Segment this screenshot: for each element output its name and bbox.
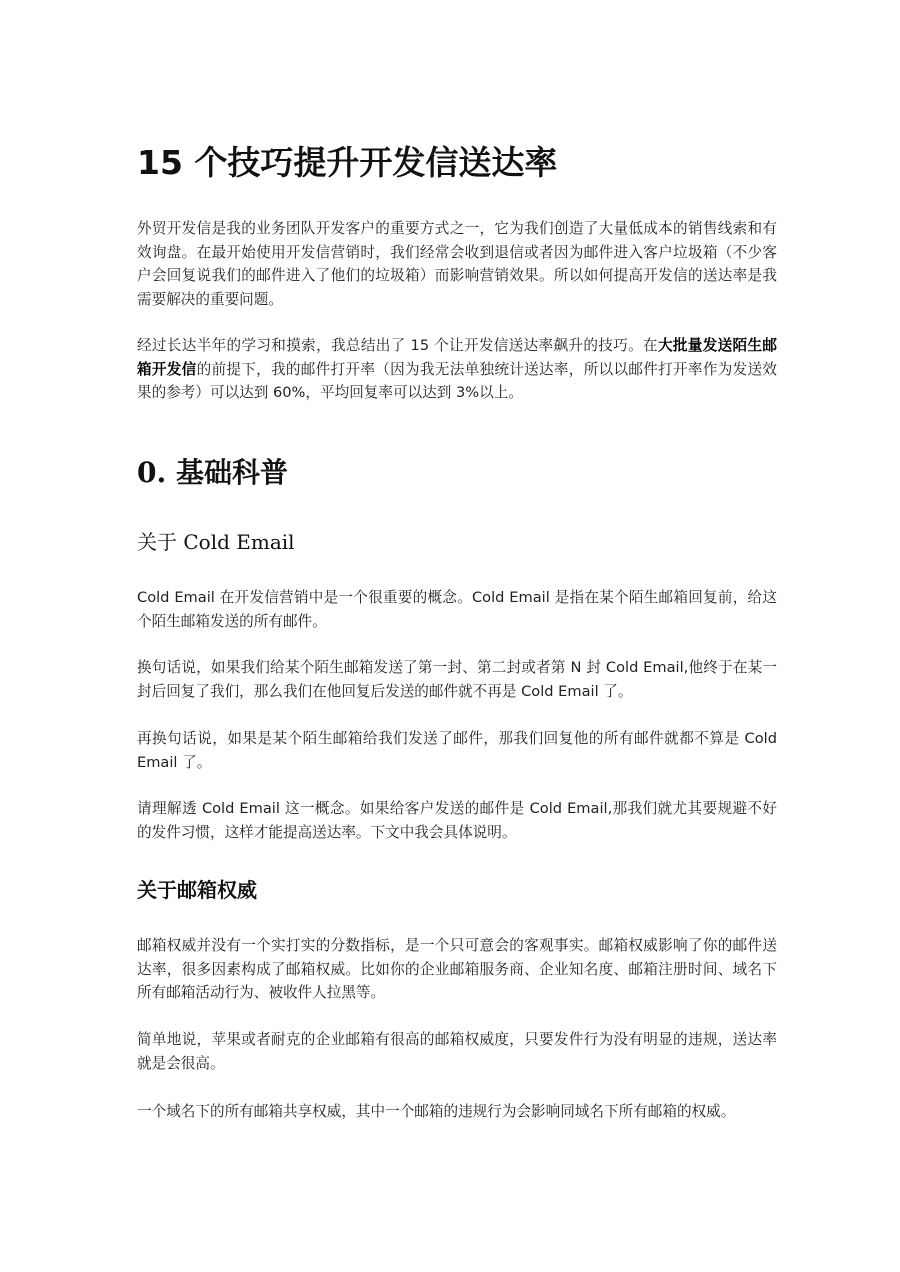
cold-email-paragraph-4: 请理解透 Cold Email 这一概念。如果给客户发送的邮件是 Cold Email,那我们就尤其要规避不好的发件习惯，这样才能提高送达率。下文中我会具体说明。 [137, 800, 777, 841]
intro-paragraph-1: 外贸开发信是我的业务团队开发客户的重要方式之一，它为我们创造了大量低成本的销售线索和有效询盘。在最开始使用开发信营销时，我们经常会收到退信或者因为邮件进入客户垃圾箱（不少客户会回复说我们的邮件进入了他们的垃圾箱）而影响营销效果。所以如何提高开发信的送达率是我需要解决的重要问题。 [137, 220, 777, 308]
cold-email-paragraph-2: 换句话说，如果我们给某个陌生邮箱发送了第一封、第二封或者第 N 封 Cold Email,他终于在某一封后回复了我们，那么我们在他回复后发送的邮件就不再是 Cold Email 了。 [137, 659, 777, 700]
subsection-heading-mailbox-authority: 关于邮箱权威 [137, 878, 257, 902]
intro-paragraph-2-emphasis: 大批量发送陌生邮箱开发信 [137, 337, 777, 378]
authority-paragraph-3: 一个域名下的所有邮箱共享权威，其中一个邮箱的违规行为会影响同域名下所有邮箱的权威。 [137, 1103, 736, 1120]
subsection-heading-cold-email: 关于 Cold Email [137, 530, 295, 554]
intro-paragraph-2-text-b: 的前提下，我的邮件打开率（因为我无法单独统计送达率，所以以邮件打开率作为发送效果的参考）可以达到 60%，平均回复率可以达到 3%以上。 [137, 360, 777, 401]
cold-email-paragraph-3: 再换句话说，如果是某个陌生邮箱给我们发送了邮件，那我们回复他的所有邮件就都不算是 Cold Email 了。 [137, 730, 777, 771]
intro-paragraph-2 [137, 334, 777, 405]
authority-paragraph-1: 邮箱权威并没有一个实打实的分数指标，是一个只可意会的客观事实。邮箱权威影响了你的邮件送达率，很多因素构成了邮箱权威。比如你的企业邮箱服务商、企业知名度、邮箱注册时间、域名下所有邮箱活动行为、被收件人拉黑等。 [137, 937, 777, 1001]
cold-email-paragraph-1: Cold Email 在开发信营销中是一个很重要的概念。Cold Email 是指在某个陌生邮箱回复前，给这个陌生邮箱发送的所有邮件。 [137, 589, 777, 630]
document-title: 15 个技巧提升开发信送达率 [137, 143, 558, 182]
authority-paragraph-2: 简单地说，苹果或者耐克的企业邮箱有很高的邮箱权威度，只要发件行为没有明显的违规，送达率就是会很高。 [137, 1031, 777, 1072]
intro-paragraph-2-text-a: 经过长达半年的学习和摸索，我总结出了 15 个让开发信送达率飙升的技巧。在 [137, 337, 658, 354]
section-heading-basics: 0. 基础科普 [137, 456, 288, 489]
